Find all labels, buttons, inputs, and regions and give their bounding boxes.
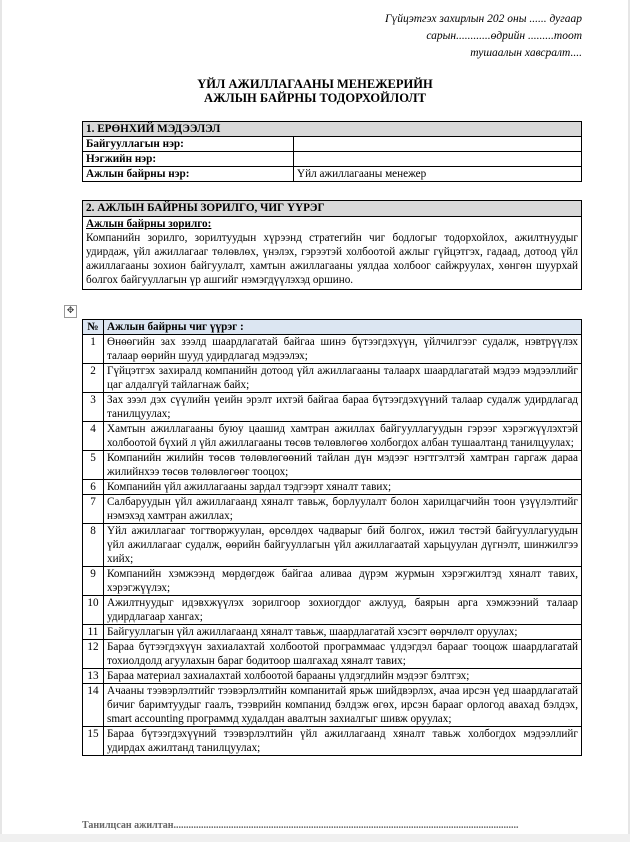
duty-row bbox=[83, 524, 582, 567]
duty-number: 15 bbox=[83, 727, 104, 756]
info-row-position bbox=[83, 167, 582, 182]
header-note-line2: сарын............өдрийн .........тоот bbox=[426, 30, 582, 42]
duty-text[interactable]: Ажилтнуудыг идэвхжүүлэх зорилгоор зохиогддог ажлууд, баярын арга хэмжээний талаар удирдлагаар хангах; bbox=[104, 596, 582, 625]
duty-number: 7 bbox=[83, 495, 104, 524]
duty-text[interactable]: Компанийн жилийн төсөв төлөвлөгөөний тайлан дүн мэдээг нэгтгэлтэй хамтран гаргаж дараа жилийнхээ төсөв төлөвлөгөөг тооцох; bbox=[104, 451, 582, 480]
duty-row bbox=[83, 625, 582, 640]
info-row-organization bbox=[83, 137, 582, 152]
duty-row bbox=[83, 335, 582, 364]
duty-row bbox=[83, 451, 582, 480]
section1-heading: 1. ЕРӨНХИЙ МЭДЭЭЛЭЛ bbox=[83, 122, 582, 137]
duty-number: 10 bbox=[83, 596, 104, 625]
title-line2: АЖЛЫН БАЙРНЫ ТОДОРХОЙЛОЛТ bbox=[204, 91, 426, 105]
title-line1: ҮЙЛ АЖИЛЛАГААНЫ МЕНЕЖЕРИЙН bbox=[197, 77, 433, 91]
duty-row bbox=[83, 364, 582, 393]
duty-text[interactable]: Компанийн үйл ажиллагааны зардал тэдгээрт хяналт тавих; bbox=[104, 480, 582, 495]
purpose-table bbox=[82, 200, 582, 290]
duty-number: 1 bbox=[83, 335, 104, 364]
duty-number: 13 bbox=[83, 669, 104, 684]
duty-number: 4 bbox=[83, 422, 104, 451]
purpose-text: Компанийн зорилго, зорилтуудын хүрээнд стратегийн чиг бодлогыг тодорхойлох, ажилтнуудыг удирдаж, үйл ажиллагааг төлөвлөх, үнэлэх, гэрээтэй холбоотой ажлыг гүйцэтгэх, гадаад, дотоод үйл ажиллагааны зохион байгуулалт, хамтын ажиллагааны уялдаа холбоог сайжруулах, хөнгөн шуурхай болгох байгууллагын үр ашгийг нэмэгдүүлэхэд оршино. bbox=[86, 232, 578, 286]
duty-text[interactable]: Хамтын ажиллагааны буюу цаашид хамтран ажиллах байгууллагуудын гэрээг хэрэгжүүлэхтэй холбоотой бүхий л үйл ажиллагааны төсөв төлөвлөгөө холбогдох албан тушаалтанд танилцуулах; bbox=[104, 422, 582, 451]
duty-number: 9 bbox=[83, 567, 104, 596]
duty-text[interactable]: Салбаруудын үйл ажиллагаанд хяналт тавьж, борлуулалт болон харилцагчийн тоон үзүүлэлтийг нэмэхэд хамтран ажиллах; bbox=[104, 495, 582, 524]
header-note-line1: Гүйцэтгэх захирлын 202 оны ...... дугаар bbox=[385, 13, 582, 25]
duty-number: 11 bbox=[83, 625, 104, 640]
header-note bbox=[385, 11, 582, 62]
duty-text[interactable]: Өнөөгийн зах зээлд шаардлагатай байгаа шинэ бүтээгдэхүүн, үйлчилгээг судалж, нэвтрүүлэх талаар өөрийн шууд удирдлагад мэдээлэх; bbox=[104, 335, 582, 364]
duty-text[interactable]: Үйл ажиллагааг тогтворжуулан, өрсөлдөх чадварыг бий болгох, ижил төстэй байгууллагуудын үйл ажиллагааг судалж, өөрийн байгууллагын үйл ажиллагаатай харьцуулан дүгнэлт, шинжилгээ хийх; bbox=[104, 524, 582, 567]
position-value[interactable]: Үйл ажиллагааны менежер bbox=[294, 167, 582, 182]
duties-col-number: № bbox=[83, 320, 104, 335]
page-edge-left bbox=[0, 0, 2, 842]
duty-row bbox=[83, 480, 582, 495]
duty-text[interactable]: Зах зээл дэх сүүлийн үеийн эрэлт ихтэй байгаа бараа бүтээгдэхүүний талаар судалж удирдлагад танилцуулах; bbox=[104, 393, 582, 422]
unit-label: Нэгжийн нэр: bbox=[83, 152, 294, 167]
duty-row bbox=[83, 495, 582, 524]
duty-number: 6 bbox=[83, 480, 104, 495]
move-handle-icon[interactable]: ✥ bbox=[64, 305, 77, 318]
section2-heading: 2. АЖЛЫН БАЙРНЫ ЗОРИЛГО, ЧИГ ҮҮРЭГ bbox=[83, 201, 582, 217]
duty-text[interactable]: Гүйцэтгэх захиралд компанийн дотоод үйл ажиллагааны талаарх шаардлагатай мэдээ мэдээллийг цаг алдалгүй тайлагнаж байх; bbox=[104, 364, 582, 393]
info-row-unit bbox=[83, 152, 582, 167]
duty-number: 2 bbox=[83, 364, 104, 393]
duty-text[interactable]: Байгууллагын үйл ажиллагаанд хяналт тавьж, шаардлагатай хэсэгт өөрчлөлт оруулах; bbox=[104, 625, 582, 640]
duty-row bbox=[83, 640, 582, 669]
footer-signature-line: Танилцсан ажилтан.......................................................................................................................................... bbox=[82, 820, 519, 831]
duty-row bbox=[83, 727, 582, 756]
duty-row bbox=[83, 567, 582, 596]
duties-col-title: Ажлын байрны чиг үүрэг : bbox=[104, 320, 582, 335]
duty-row bbox=[83, 393, 582, 422]
duty-number: 3 bbox=[83, 393, 104, 422]
duty-text[interactable]: Бараа материал захиалахтай холбоотой барааны үлдэгдлийн мэдээг бэлтгэх; bbox=[104, 669, 582, 684]
duty-row bbox=[83, 669, 582, 684]
duty-number: 8 bbox=[83, 524, 104, 567]
organization-label: Байгууллагын нэр: bbox=[83, 137, 294, 152]
duty-row bbox=[83, 684, 582, 727]
organization-value[interactable] bbox=[294, 137, 582, 152]
duty-row bbox=[83, 422, 582, 451]
general-info-table bbox=[82, 121, 582, 182]
duty-text[interactable]: Компанийн хэмжээнд мөрдөгдөж байгаа аливаа дүрэм журмын хэрэгжилтэд хяналт тавих, хэрэгжүүлэх; bbox=[104, 567, 582, 596]
duty-text[interactable]: Бараа бүтээгдэхүүн захиалахтай холбоотой программаас үлдэгдэл барааг тооцож шаардлагатай тохиолдолд агуулахын бараг бодитоор шалгахад хяналт тавих; bbox=[104, 640, 582, 669]
duties-table bbox=[82, 319, 582, 756]
document-title bbox=[0, 77, 630, 105]
unit-value[interactable] bbox=[294, 152, 582, 167]
purpose-label: Ажлын байрны зорилго: bbox=[86, 218, 212, 230]
duty-text[interactable]: Бараа бүтээгдэхүүний тээвэрлэлтийн үйл ажиллагаанд хяналт тавьж холбогдох мэдээллийг удирдах ажилтанд танилцуулах; bbox=[104, 727, 582, 756]
duty-number: 14 bbox=[83, 684, 104, 727]
duty-number: 5 bbox=[83, 451, 104, 480]
duty-text[interactable]: Ачааны тээвэрлэлтийг тээвэрлэлтийн компанитай ярьж шийдвэрлэх, ачаа ирсэн үед шаардлагатай бичиг баримтуудыг гаалъ, тээврийн компанид бэлдэж өгөх, ирсэн барааг орлогод авахад бэлдэх, smart accounting программд худалдан авалтын захиалгыг шивж оруулах; bbox=[104, 684, 582, 727]
duty-row bbox=[83, 596, 582, 625]
header-note-line3: тушаалын хавсралт.... bbox=[470, 47, 582, 59]
duty-number: 12 bbox=[83, 640, 104, 669]
position-label: Ажлын байрны нэр: bbox=[83, 167, 294, 182]
status-bar bbox=[0, 834, 630, 842]
purpose-cell[interactable] bbox=[83, 217, 582, 290]
duties-header-row bbox=[83, 320, 582, 335]
